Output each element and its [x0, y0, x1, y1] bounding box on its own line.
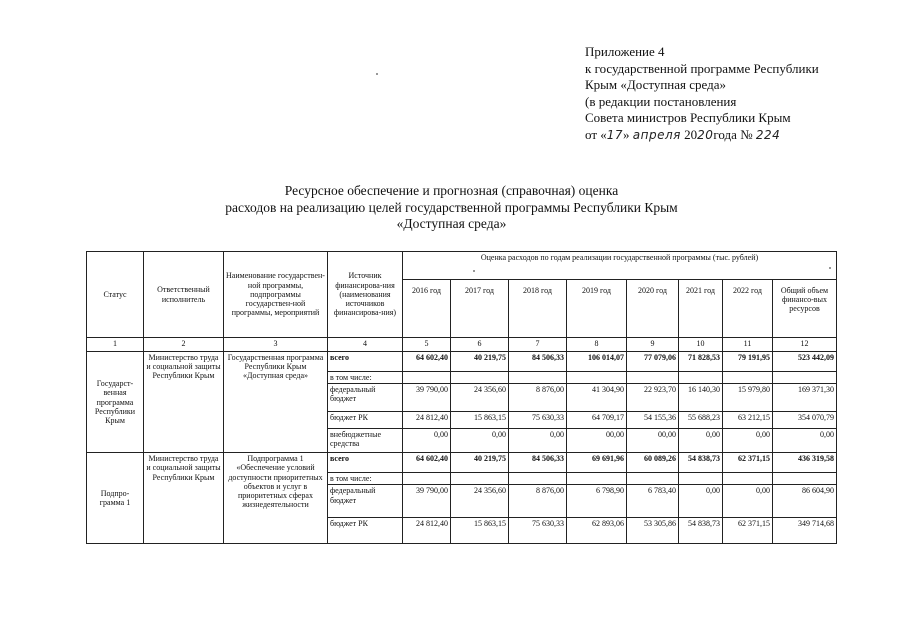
value-cell: 106 014,07 [567, 352, 627, 372]
value-cell [451, 473, 509, 485]
header-source: Источник финансирова-ния (наименования источников финансирова-ния) [328, 252, 403, 338]
value-cell: 0,00 [723, 429, 773, 453]
value-cell: 54 155,36 [627, 412, 679, 429]
value-cell: 00,00 [627, 429, 679, 453]
value-cell: 86 604,90 [773, 485, 837, 518]
funding-source: всего [328, 352, 403, 372]
title-line-1: Ресурсное обеспечение и прогнозная (справочная) оценка [284, 183, 619, 198]
column-number: 7 [509, 338, 567, 352]
value-cell: 523 442,09 [773, 352, 837, 372]
value-cell: 0,00 [403, 429, 451, 453]
table-row [87, 453, 837, 473]
header-executor: Ответственный исполнитель [144, 252, 224, 338]
date-mid: » [623, 126, 630, 142]
header-year: 2017 год [451, 280, 509, 338]
document-title [0, 183, 903, 233]
value-cell: 0,00 [451, 429, 509, 453]
funding-source: федеральный бюджет [328, 384, 403, 412]
value-cell: 0,00 [723, 485, 773, 518]
header-year: 2019 год [567, 280, 627, 338]
value-cell [451, 372, 509, 384]
header-year: 2016 год [403, 280, 451, 338]
value-cell: 24 812,40 [403, 518, 451, 544]
appendix-date-line [585, 127, 819, 144]
value-cell: 71 828,53 [679, 352, 723, 372]
header-year: 2022 год [723, 280, 773, 338]
value-cell: 63 212,15 [723, 412, 773, 429]
appendix-line-4: (в редакции постановления [585, 93, 737, 109]
value-cell: 24 356,60 [451, 485, 509, 518]
value-cell [509, 372, 567, 384]
table-row [87, 352, 837, 372]
value-cell: 64 602,40 [403, 453, 451, 473]
value-cell: 75 630,33 [509, 518, 567, 544]
value-cell: 169 371,30 [773, 384, 837, 412]
funding-source: всего [328, 453, 403, 473]
appendix-line-2: к государственной программе Республики [585, 60, 819, 76]
value-cell: 349 714,68 [773, 518, 837, 544]
value-cell [679, 473, 723, 485]
appendix-line-1: Приложение 4 [585, 44, 665, 59]
header-year: 2021 год [679, 280, 723, 338]
funding-source: в том числе: [328, 473, 403, 485]
value-cell: 39 790,00 [403, 384, 451, 412]
value-cell [403, 372, 451, 384]
value-cell: 354 070,79 [773, 412, 837, 429]
header-year: 2018 год [509, 280, 567, 338]
funding-source: бюджет РК [328, 412, 403, 429]
date-year-handwritten: 20 [697, 127, 714, 142]
funding-source: федеральный бюджет [328, 485, 403, 518]
value-cell: 8 876,00 [509, 384, 567, 412]
header-year: 2020 год [627, 280, 679, 338]
value-cell: 84 506,33 [509, 453, 567, 473]
funding-source: в том числе: [328, 372, 403, 384]
funding-source: внебюджетные средства [328, 429, 403, 453]
appendix-header [585, 44, 819, 143]
value-cell: 0,00 [509, 429, 567, 453]
column-number: 6 [451, 338, 509, 352]
value-cell: 39 790,00 [403, 485, 451, 518]
appendix-line-3: Крым «Доступная среда» [585, 77, 727, 92]
column-number: 2 [144, 338, 224, 352]
date-prefix: от « [585, 126, 607, 142]
column-number: 11 [723, 338, 773, 352]
title-line-2: расходов на реализацию целей государственной программы Республики Крым [225, 199, 678, 215]
block-executor: Министерство труда и социальной защиты Республики Крым [144, 453, 224, 544]
column-number: 10 [679, 338, 723, 352]
value-cell: 53 305,86 [627, 518, 679, 544]
value-cell [723, 473, 773, 485]
resource-table [86, 251, 837, 544]
column-number: 1 [87, 338, 144, 352]
value-cell: 0,00 [773, 429, 837, 453]
column-numbers-row [87, 338, 837, 352]
value-cell [627, 372, 679, 384]
value-cell: 0,00 [679, 429, 723, 453]
column-number: 12 [773, 338, 837, 352]
value-cell: 15 863,15 [451, 412, 509, 429]
header-row [87, 252, 837, 280]
column-number: 4 [328, 338, 403, 352]
value-cell: 55 688,23 [679, 412, 723, 429]
value-cell: 62 371,15 [723, 518, 773, 544]
value-cell: 75 630,33 [509, 412, 567, 429]
value-cell: 00,00 [567, 429, 627, 453]
block-status: Государст-венная программа Республики Крым [87, 352, 144, 453]
value-cell: 62 893,06 [567, 518, 627, 544]
value-cell: 22 923,70 [627, 384, 679, 412]
value-cell: 8 876,00 [509, 485, 567, 518]
value-cell: 15 863,15 [451, 518, 509, 544]
value-cell [679, 372, 723, 384]
column-number: 5 [403, 338, 451, 352]
value-cell: 84 506,33 [509, 352, 567, 372]
value-cell: 54 838,73 [679, 518, 723, 544]
scan-speck [473, 270, 475, 272]
value-cell: 54 838,73 [679, 453, 723, 473]
value-cell: 24 356,60 [451, 384, 509, 412]
block-status: Подпро-грамма 1 [87, 453, 144, 544]
scan-speck [829, 267, 831, 269]
value-cell: 62 371,15 [723, 453, 773, 473]
date-year-suffix: года № [713, 126, 753, 142]
value-cell [567, 473, 627, 485]
value-cell: 79 191,95 [723, 352, 773, 372]
header-name: Наименование государствен-ной программы, подпрограммы государствен-ной программы, мероприятий [224, 252, 328, 338]
value-cell: 15 979,80 [723, 384, 773, 412]
value-cell [509, 473, 567, 485]
column-number: 8 [567, 338, 627, 352]
decree-number-handwritten: 224 [755, 127, 781, 142]
date-year-start: 20 [684, 126, 698, 142]
date-day-handwritten: 17 [606, 127, 624, 142]
block-name: Государственная программа Республики Крым «Доступная среда» [224, 352, 328, 453]
value-cell: 24 812,40 [403, 412, 451, 429]
value-cell [567, 372, 627, 384]
value-cell: 40 219,75 [451, 352, 509, 372]
value-cell: 41 304,90 [567, 384, 627, 412]
value-cell: 60 089,26 [627, 453, 679, 473]
value-cell [723, 372, 773, 384]
block-executor: Министерство труда и социальной защиты Республики Крым [144, 352, 224, 453]
value-cell: 6 798,90 [567, 485, 627, 518]
title-line-3: «Доступная среда» [396, 216, 507, 231]
value-cell: 40 219,75 [451, 453, 509, 473]
block-name: Подпрограмма 1 «Обеспечение условий доступности приоритетных объектов и услуг в приоритетных сферах жизнедеятельности [224, 453, 328, 544]
scan-speck [376, 73, 378, 75]
value-cell [403, 473, 451, 485]
column-number: 9 [627, 338, 679, 352]
value-cell: 77 079,06 [627, 352, 679, 372]
value-cell: 0,00 [679, 485, 723, 518]
value-cell: 69 691,96 [567, 453, 627, 473]
header-estimate: Оценка расходов по годам реализации государственной программы (тыс. рублей) [403, 252, 837, 280]
value-cell: 6 783,40 [627, 485, 679, 518]
value-cell [627, 473, 679, 485]
value-cell: 64 602,40 [403, 352, 451, 372]
column-number: 3 [224, 338, 328, 352]
value-cell [773, 372, 837, 384]
value-cell [773, 473, 837, 485]
value-cell: 64 709,17 [567, 412, 627, 429]
header-status: Статус [87, 252, 144, 338]
header-year: Общий объем финансо-вых ресурсов [773, 280, 837, 338]
date-month-handwritten: апреля [632, 127, 681, 142]
value-cell: 16 140,30 [679, 384, 723, 412]
funding-source: бюджет РК [328, 518, 403, 544]
value-cell: 436 319,58 [773, 453, 837, 473]
appendix-line-5: Совета министров Республики Крым [585, 110, 791, 125]
